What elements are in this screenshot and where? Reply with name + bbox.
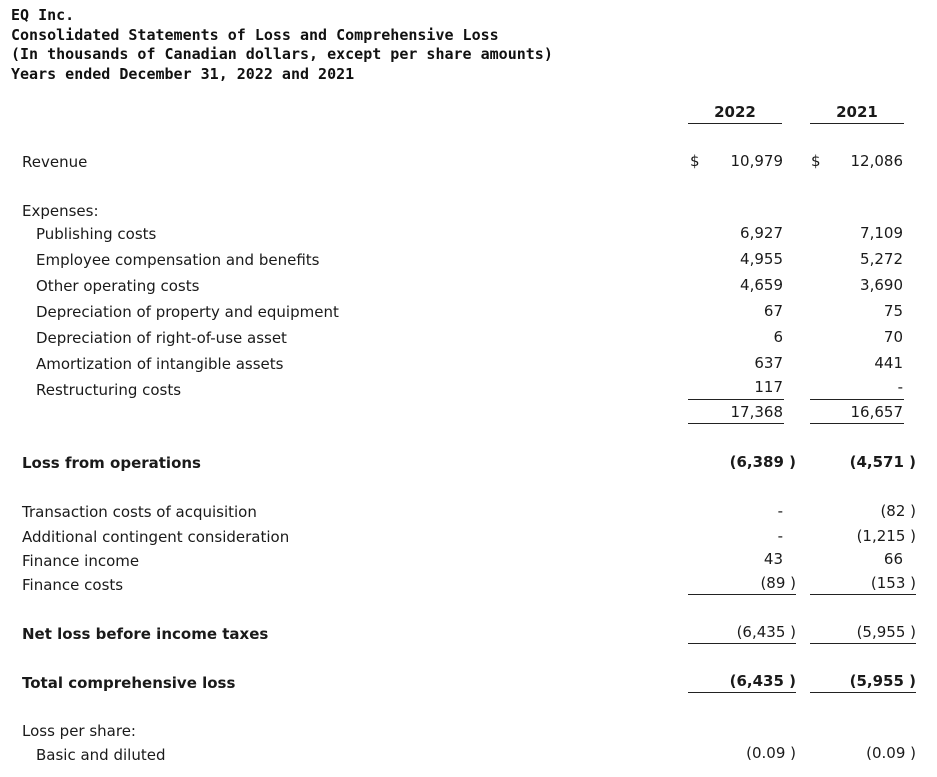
row-label-dep-property: Depreciation of property and equipment bbox=[36, 303, 339, 321]
row-label-loss-from-operations: Loss from operations bbox=[22, 454, 201, 472]
row-label-finance-income: Finance income bbox=[22, 552, 140, 570]
finance-costs-line-2021 bbox=[810, 594, 916, 595]
dep-rou-2022: 6 bbox=[773, 328, 783, 346]
loss-per-share-heading: Loss per share: bbox=[22, 722, 136, 740]
total-expenses-2022: 17,368 bbox=[730, 403, 783, 421]
transaction-costs-2021: (82 ) bbox=[880, 502, 916, 520]
contingent-2022: - bbox=[777, 527, 783, 545]
statement-title: Consolidated Statements of Loss and Comprehensive Loss bbox=[11, 25, 499, 44]
basic-diluted-2022: (0.09 ) bbox=[746, 744, 796, 762]
period-note: Years ended December 31, 2022 and 2021 bbox=[11, 64, 355, 83]
restructuring-2022: 117 bbox=[754, 378, 783, 396]
dep-property-2021: 75 bbox=[883, 302, 903, 320]
row-label-amortization: Amortization of intangible assets bbox=[36, 355, 284, 373]
loss-from-operations-2022: (6,389 ) bbox=[729, 453, 796, 471]
loss-from-operations-2021: (4,571 ) bbox=[849, 453, 916, 471]
finance-income-2021: 66 bbox=[883, 550, 903, 568]
total-comprehensive-loss-2022: (6,435 ) bbox=[729, 672, 796, 690]
finance-costs-2022: (89 ) bbox=[760, 574, 796, 592]
company-name: EQ Inc. bbox=[11, 6, 75, 24]
row-label-revenue: Revenue bbox=[22, 153, 88, 171]
total-comprehensive-loss-2021: (5,955 ) bbox=[849, 672, 916, 690]
row-label-restructuring: Restructuring costs bbox=[36, 381, 182, 399]
currency-symbol-2021: $ bbox=[811, 152, 821, 170]
restructuring-2021: - bbox=[897, 378, 903, 396]
transaction-costs-2022: - bbox=[777, 502, 783, 520]
finance-income-2022: 43 bbox=[763, 550, 783, 568]
units-note: (In thousands of Canadian dollars, except per share amounts) bbox=[11, 45, 553, 63]
amortization-2021: 441 bbox=[874, 354, 903, 372]
total-comprehensive-line-2021 bbox=[810, 692, 916, 693]
row-label-basic-diluted: Basic and diluted bbox=[36, 746, 166, 764]
total-comprehensive-line-2022 bbox=[688, 692, 796, 693]
net-loss-before-tax-2021: (5,955 ) bbox=[856, 623, 916, 641]
revenue-2022: 10,979 bbox=[730, 152, 783, 170]
column-header-underline-2021 bbox=[810, 123, 904, 124]
net-loss-line-2021 bbox=[810, 643, 916, 644]
finance-costs-2021: (153 ) bbox=[870, 574, 916, 592]
other-operating-2021: 3,690 bbox=[860, 276, 903, 294]
net-loss-before-tax-2022: (6,435 ) bbox=[736, 623, 796, 641]
row-label-transaction-costs: Transaction costs of acquisition bbox=[22, 503, 257, 521]
employee-2021: 5,272 bbox=[860, 250, 903, 268]
finance-costs-line-2022 bbox=[688, 594, 796, 595]
dep-rou-2021: 70 bbox=[883, 328, 903, 346]
total-line-2021 bbox=[810, 423, 904, 424]
publishing-2022: 6,927 bbox=[740, 224, 783, 242]
employee-2022: 4,955 bbox=[740, 250, 783, 268]
row-label-contingent: Additional contingent consideration bbox=[22, 528, 290, 546]
row-label-publishing: Publishing costs bbox=[36, 225, 157, 243]
publishing-2021: 7,109 bbox=[860, 224, 903, 242]
row-label-employee: Employee compensation and benefits bbox=[36, 251, 320, 269]
contingent-2021: (1,215 ) bbox=[856, 527, 916, 545]
row-label-net-loss-before-tax: Net loss before income taxes bbox=[22, 625, 269, 643]
revenue-2021: 12,086 bbox=[850, 152, 903, 170]
other-operating-2022: 4,659 bbox=[740, 276, 783, 294]
amortization-2022: 637 bbox=[754, 354, 783, 372]
total-line-2022 bbox=[688, 423, 784, 424]
statement-header bbox=[11, 6, 553, 84]
row-label-finance-costs: Finance costs bbox=[22, 576, 124, 594]
net-loss-line-2022 bbox=[688, 643, 796, 644]
row-label-total-comprehensive-loss: Total comprehensive loss bbox=[22, 674, 236, 692]
subtotal-line-2022 bbox=[688, 399, 784, 400]
row-label-dep-rou: Depreciation of right-of-use asset bbox=[36, 329, 287, 347]
column-header-2021: 2021 bbox=[836, 103, 878, 121]
column-header-underline-2022 bbox=[688, 123, 782, 124]
expenses-heading: Expenses: bbox=[22, 202, 99, 220]
total-expenses-2021: 16,657 bbox=[850, 403, 903, 421]
column-header-2022: 2022 bbox=[714, 103, 756, 121]
subtotal-line-2021 bbox=[810, 399, 904, 400]
basic-diluted-2021: (0.09 ) bbox=[866, 744, 916, 762]
dep-property-2022: 67 bbox=[763, 302, 783, 320]
currency-symbol-2022: $ bbox=[690, 152, 700, 170]
row-label-other-operating: Other operating costs bbox=[36, 277, 200, 295]
